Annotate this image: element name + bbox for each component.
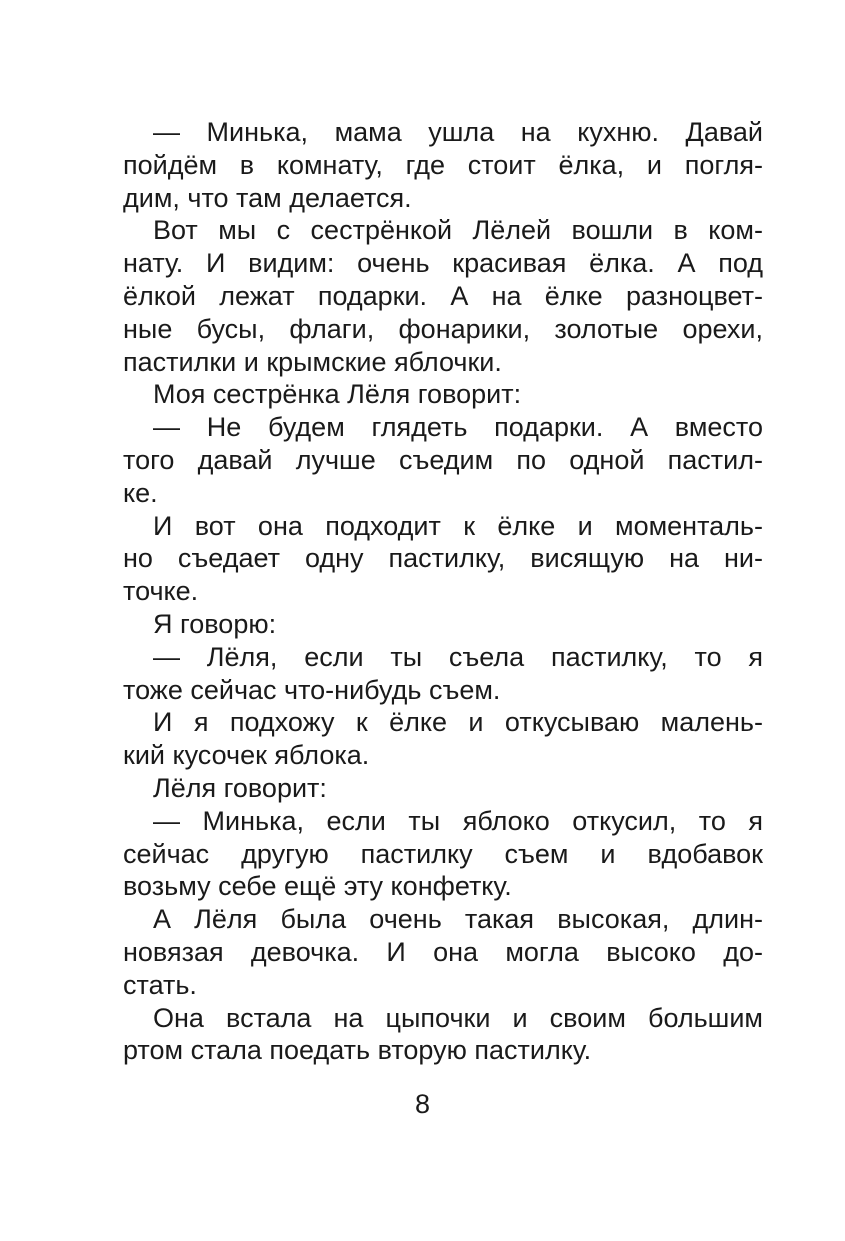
text-line: того давай лучше съедим по одной пастил- <box>123 444 763 475</box>
text-line: ртом стала поедать вторую пастилку. <box>123 1035 592 1066</box>
text-line: дим, что там делается. <box>123 182 412 213</box>
text-line: но съедает одну пастилку, висящую на ни- <box>123 543 763 574</box>
text-line: точке. <box>123 576 199 607</box>
paragraph <box>123 608 763 641</box>
text-line: — Не будем глядеть подарки. А вместо <box>153 412 763 443</box>
text-line: стать. <box>123 969 197 1000</box>
text-line: Лёля говорит: <box>153 772 327 803</box>
text-line: сейчас другую пастилку съем и вдобавок <box>123 838 763 869</box>
text-line: кий кусочек яблока. <box>123 740 370 771</box>
paragraph <box>123 772 763 805</box>
paragraph <box>123 116 763 214</box>
paragraph <box>123 1002 763 1068</box>
paragraph <box>123 641 763 707</box>
text-line: возьму себе ещё эту конфетку. <box>123 871 512 902</box>
text-line: пастилки и крымские яблочки. <box>123 346 502 377</box>
text-line: ке. <box>123 477 158 508</box>
page-text <box>123 116 763 1067</box>
text-line: Вот мы с сестрёнкой Лёлей вошли в ком- <box>153 215 763 246</box>
text-line: Моя сестрёнка Лёля говорит: <box>153 379 522 410</box>
paragraph <box>123 706 763 772</box>
text-line: ные бусы, флаги, фонарики, золотые орехи, <box>123 313 763 344</box>
text-line: ёлкой лежат подарки. А на ёлке разноцвет- <box>123 280 763 311</box>
paragraph <box>123 214 763 378</box>
text-line: А Лёля была очень такая высокая, длин- <box>153 904 763 935</box>
text-line: — Лёля, если ты съела пастилку, то я <box>153 641 763 672</box>
paragraph <box>123 378 763 411</box>
paragraph <box>123 903 763 1001</box>
text-line: Я говорю: <box>153 608 277 639</box>
paragraph <box>123 411 763 509</box>
text-line: — Минька, если ты яблоко откусил, то я <box>153 805 763 836</box>
text-line: И вот она подходит к ёлке и моменталь- <box>153 510 763 541</box>
paragraph <box>123 510 763 608</box>
text-line: И я подхожу к ёлке и откусываю малень- <box>153 707 763 738</box>
text-line: новязая девочка. И она могла высоко до- <box>123 936 763 967</box>
text-line: нату. И видим: очень красивая ёлка. А под <box>123 248 763 279</box>
text-line: тоже сейчас что-нибудь съем. <box>123 674 501 705</box>
text-line: пойдём в комнату, где стоит ёлка, и погля- <box>123 149 763 180</box>
text-line: Она встала на цыпочки и своим большим <box>153 1002 763 1033</box>
page-number: 8 <box>414 1089 431 1119</box>
paragraph <box>123 805 763 903</box>
text-line: — Минька, мама ушла на кухню. Давай <box>153 117 763 147</box>
